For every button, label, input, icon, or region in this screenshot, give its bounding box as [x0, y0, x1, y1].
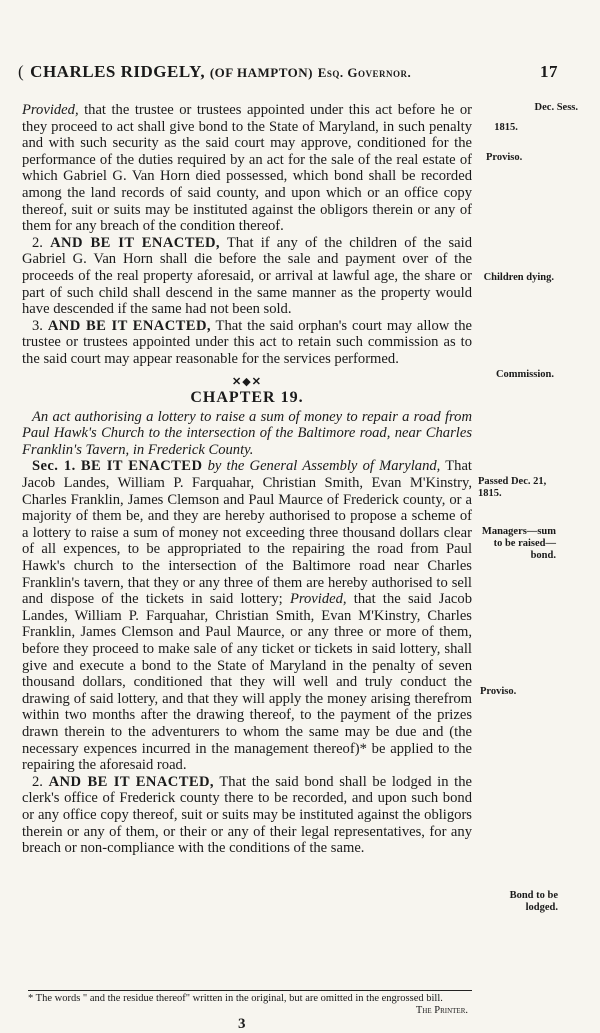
chapter-heading [22, 374, 472, 407]
provided-italic: Provided, [22, 102, 79, 118]
running-header [18, 62, 558, 82]
footnote-text: * The words " and the residue thereof" written in the original, but are omitted in the engrossed bill. [28, 993, 443, 1004]
chapter-section-2-enact: AND BE IT ENACTED, [48, 773, 214, 790]
chapter-section-2-text: That the said bond shall be lodged in the clerk's office of Frederick county there to be recorded, and upon such bond or any office copy thereof, suit or suits may be instituted against the obligors therein or any of them, or their or any of their legal representatives, for any breach or non-compliance with the conditions of the same. [22, 773, 473, 857]
act-preamble: An act authorising a lottery to raise a sum of money to repair a road from Paul Hawk's Church to the intersection of the Baltimore road, near Charles Franklin's Tavern, in Frederick County. [22, 408, 472, 458]
chapter-title: CHAPTER 19. [190, 389, 304, 407]
chapter-section-1 [22, 458, 472, 773]
margin-dec-sess: Dec. Sess. [534, 102, 578, 113]
margin-proviso-1: Proviso. [486, 152, 523, 163]
section-2 [22, 235, 472, 318]
section-3-enact: AND BE IT ENACTED, [47, 317, 211, 334]
footnote [28, 990, 472, 1017]
footnote-printers: The Printer. [415, 1005, 468, 1016]
section-3-text: That the said orphan's court may allow the trustee or trustees appointed under this act to retain such commission as to the said court may appear reasonable for the services performed. [22, 317, 473, 367]
header-bracket: ( [18, 62, 25, 81]
signature-mark: 3 [238, 1016, 246, 1032]
chapter-section-1-text-a: That Jacob Landes, William P. Farquahar, Christian Smith, Evan M'Kinstry, Charles Franklin, James Clemson and Paul Maurce of Frederick county, or a majority of them be, and they are hereby authorised to propose a scheme of a lottery to raise a sum of money not exceeding three thousand dollars clear of all expences, to be appropriated to the repairing the road from Paul Hawk's church to the intersection of the Baltimore road near Charles Franklin's tavern, that they or any three of them are hereby authorised to sell and dispose of the tickets in said lottery; [22, 458, 472, 608]
page-number: 17 [540, 62, 558, 81]
margin-commission: Commission. [495, 369, 554, 380]
margin-children-dying: Children dying. [483, 272, 554, 283]
margin-bond-lodged: Bond to be lodged. [509, 890, 558, 913]
section-3-number: 3. [32, 317, 43, 334]
chapter-section-1-text-b: that the said Jacob Landes, William P. Farquahar, Christian Smith, Evan M'Kinstry, Charles Franklin, James Clemson and Paul Maurce, or any three or more of them, before they proceed to make sale of any ticket or tickets in said lottery, shall give and execute a bond to the State of Maryland in the penalty of seven thousand dollars, conditioned that they will well and truly conduct the drawing of said lottery, and that they will apply the money arising therefrom within two months after the drawing thereof, to the payment of the prizes drawn therein to the adventurers to whom the same may be due and (the necessary expences incurred in the management thereof)* be applied to the repairing the aforesaid road. [22, 591, 472, 774]
margin-managers: Managers—sum to be raised—bond. [481, 526, 556, 561]
section-2-number: 2. [32, 234, 43, 251]
chapter-section-1-by: by the General Assembly of Maryland, [202, 458, 441, 475]
header-title: CHARLES RIDGELY, [30, 62, 206, 81]
section-2-text: That if any of the children of the said Gabriel G. Van Horn shall die before the sale and payment over of the proceeds of the real property aforesaid, or arrival at lawful age, the share or part of such child shall descend in the same manner as the property would have descended if the same had not been sold. [22, 234, 472, 318]
section-3 [22, 318, 472, 368]
margin-proviso-2: Proviso. [480, 686, 517, 697]
margin-year: 1815. [494, 122, 518, 133]
header-esq-governor: Esq. Governor. [317, 65, 412, 80]
paragraph-proviso-text: that the trustee or trustees appointed under this act before he or they proceed to act shall give bond to the State of Maryland, in such penalty and with such security as the said court may approve, conditioned for the performance of the duties required by an act for the sale of the real estate of which Gabriel G. Van Horn died possessed, which bond shall be recorded among the land records of said county, and upon which or an office copy thereof, suit or suits may be instituted against the obligors therein or any of them for any breach of the condition thereof. [22, 102, 472, 235]
chapter-section-1-enact: BE IT ENACTED [80, 458, 203, 475]
paragraph-proviso [22, 102, 472, 235]
header-of-hampton: (OF HAMPTON) [209, 65, 313, 80]
main-text [22, 102, 472, 857]
chapter-section-2 [22, 774, 472, 857]
chapter-section-1-provided: Provided, [289, 591, 347, 608]
section-2-enact: AND BE IT ENACTED, [50, 234, 220, 251]
margin-passed: Passed Dec. 21, 1815. [478, 476, 547, 499]
chapter-section-2-number: 2. [32, 773, 43, 790]
chapter-ornament: ✕◆✕ [232, 375, 262, 388]
chapter-section-1-number: Sec. 1. [32, 458, 76, 475]
